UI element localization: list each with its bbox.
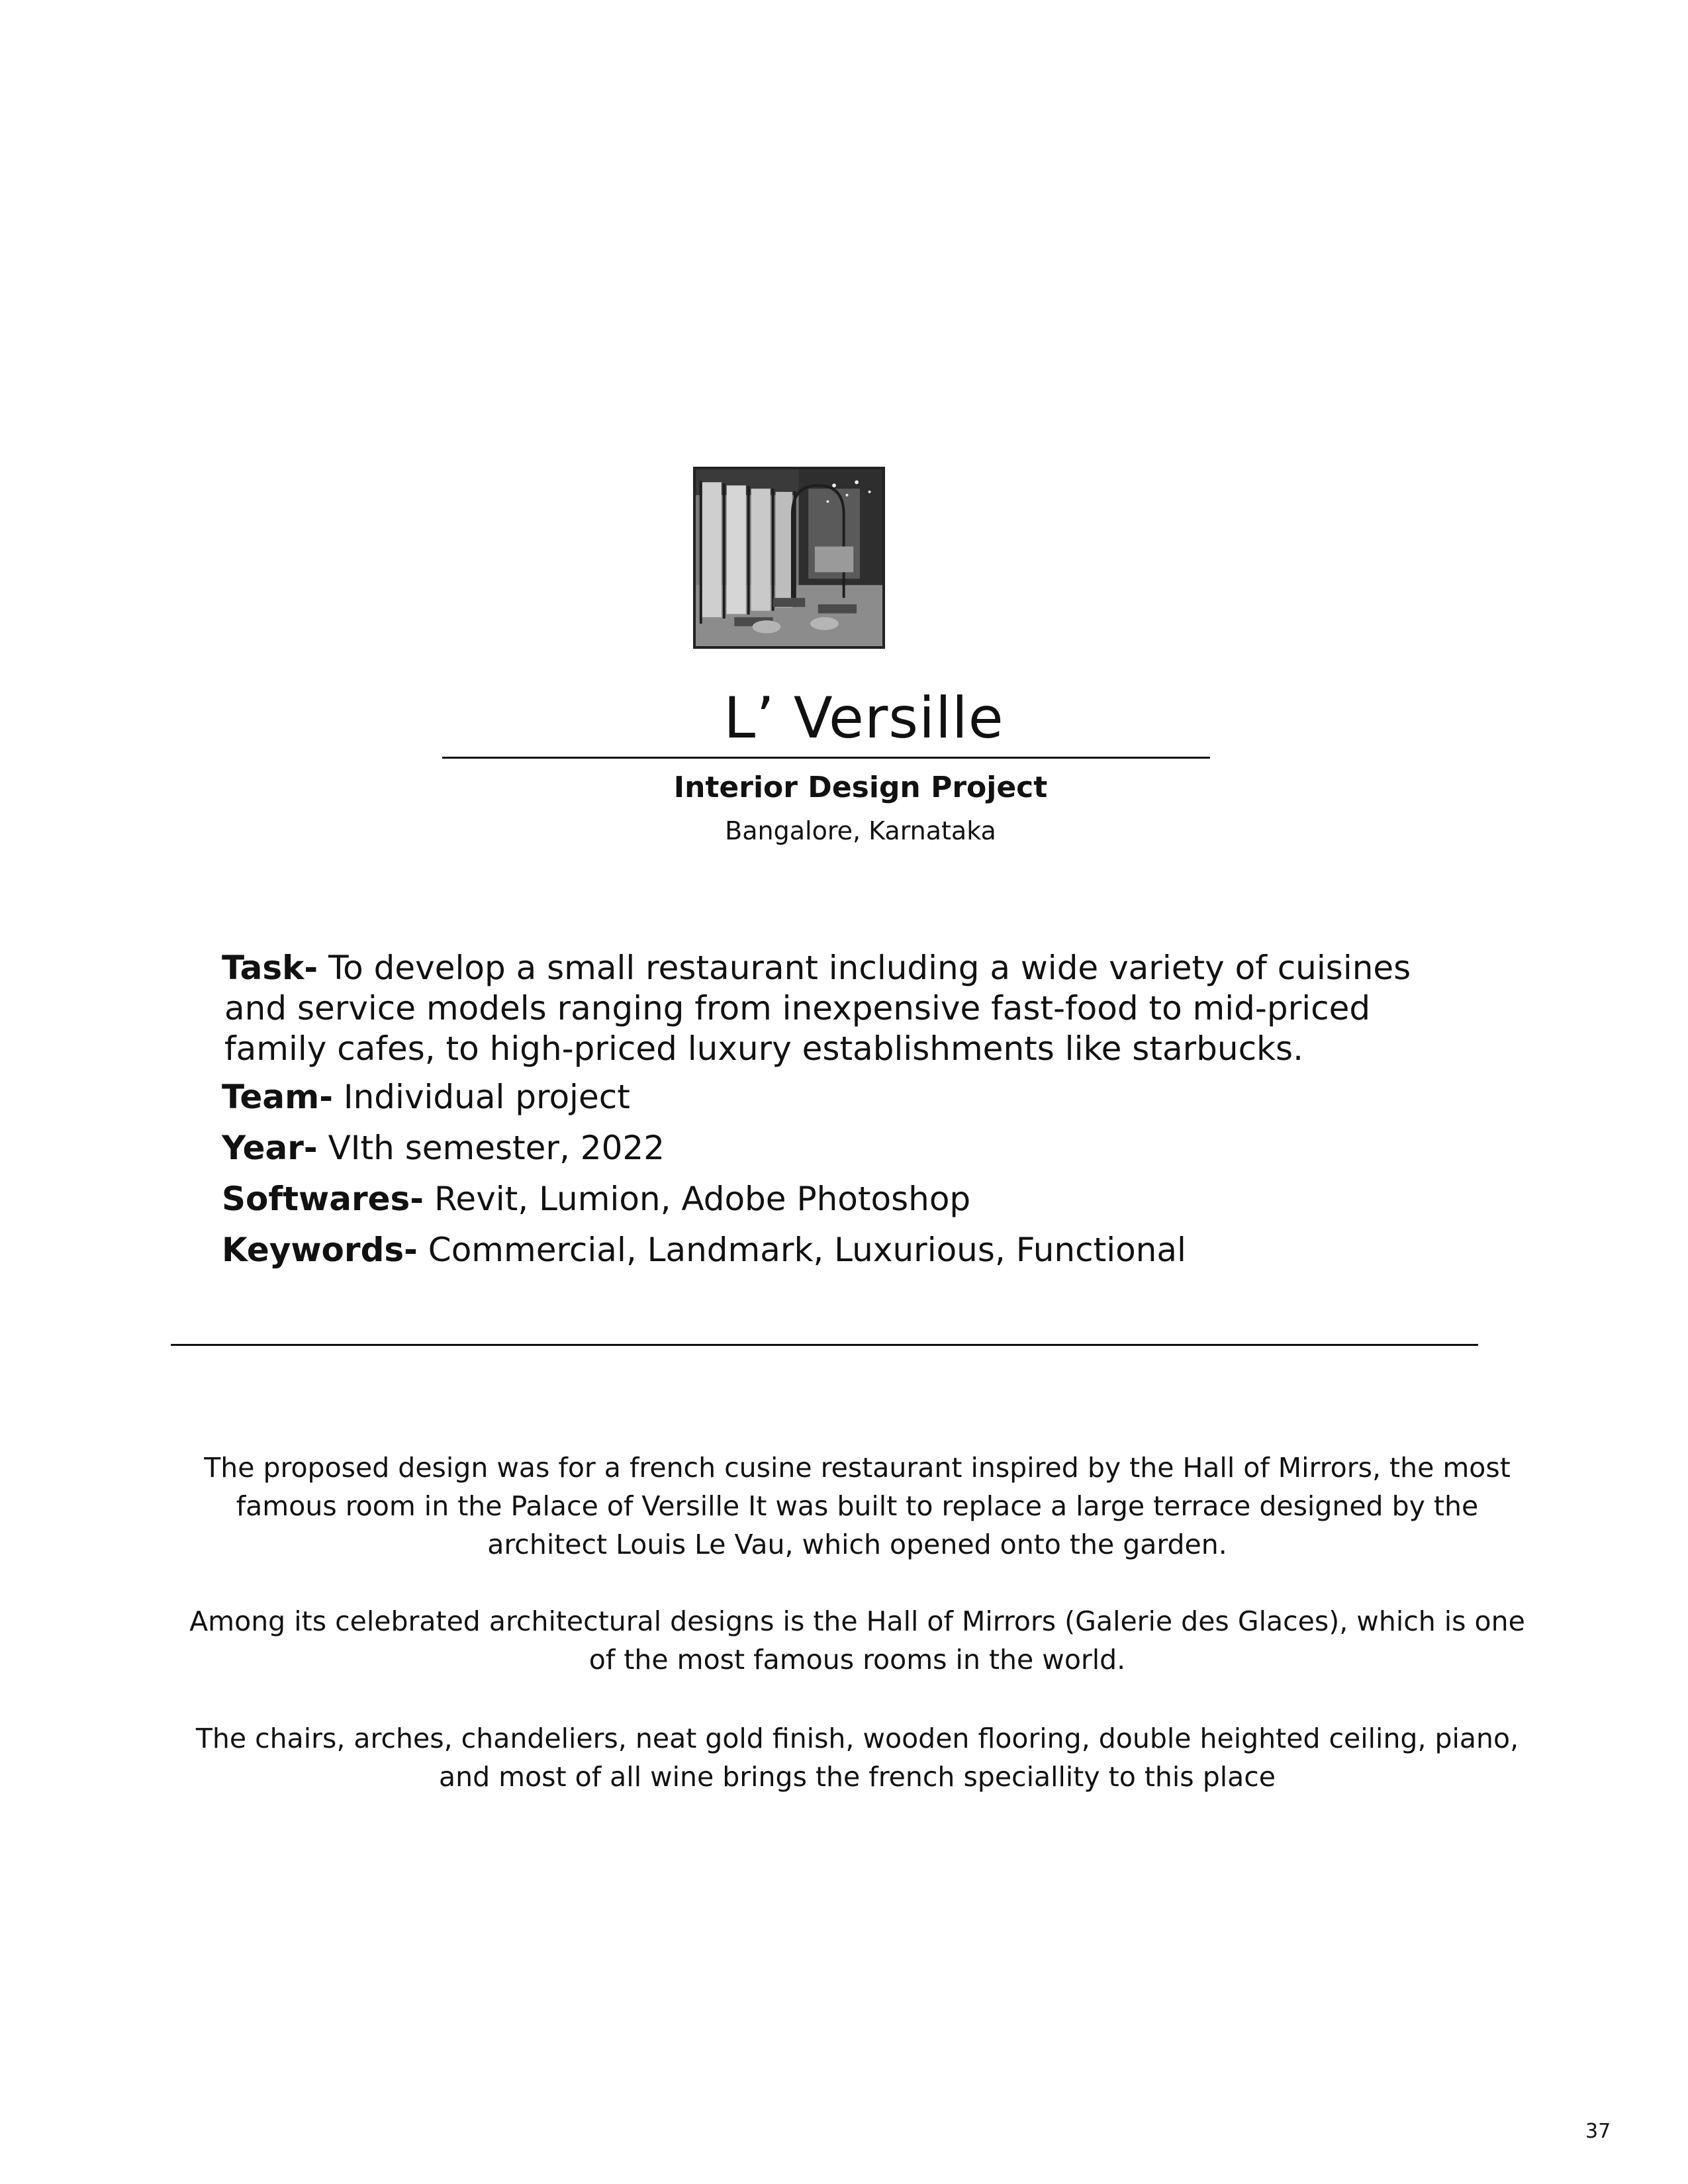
task-text-line-2: and service models ranging from inexpensive fast-food to mid-priced: [224, 989, 1371, 1027]
description-line: famous room in the Palace of Versille It was built to replace a large terrace designed by the: [236, 1490, 1479, 1522]
keywords-label: Keywords-: [222, 1231, 418, 1269]
description-line: The chairs, arches, chandeliers, neat gold finish, wooden flooring, double heighted ceiling, piano,: [195, 1723, 1519, 1754]
project-thumbnail: [693, 467, 885, 649]
page-number: 37: [1585, 2120, 1611, 2143]
task-label: Task-: [222, 949, 318, 987]
year-row: [222, 1128, 665, 1168]
description-line: and most of all wine brings the french speciallity to this place: [438, 1761, 1276, 1793]
softwares-label: Softwares-: [222, 1180, 424, 1218]
restaurant-interior-image: [696, 469, 882, 646]
task-text-line-1: To develop a small restaurant including a wide variety of cuisines: [328, 949, 1411, 987]
team-row: [222, 1077, 630, 1117]
description-paragraph-2: [0, 1602, 1688, 1679]
title-divider: [442, 757, 1210, 759]
project-title: L’ Versille: [724, 685, 1004, 751]
description-line: Among its celebrated architectural designs is the Hall of Mirrors (Galerie des Glaces), which is one: [189, 1605, 1525, 1637]
section-divider: [171, 1344, 1478, 1346]
project-subtitle: Interior Design Project: [673, 771, 1048, 804]
description-paragraph-1: [0, 1448, 1688, 1564]
keywords-row: [222, 1230, 1186, 1270]
softwares-row: [222, 1179, 970, 1219]
description-line: architect Louis Le Vau, which opened onto the garden.: [487, 1529, 1227, 1560]
keywords-value: Commercial, Landmark, Luxurious, Functional: [428, 1231, 1186, 1269]
team-value: Individual project: [343, 1078, 630, 1116]
project-location: Bangalore, Karnataka: [725, 816, 996, 845]
description-line: of the most famous rooms in the world.: [588, 1644, 1126, 1676]
task-line-1: [222, 948, 1411, 988]
year-label: Year-: [222, 1129, 318, 1167]
year-value: VIth semester, 2022: [328, 1129, 665, 1167]
softwares-value: Revit, Lumion, Adobe Photoshop: [434, 1180, 971, 1218]
description-paragraph-3: [0, 1719, 1688, 1796]
description-line: The proposed design was for a french cusine restaurant inspired by the Hall of Mirrors, the most: [204, 1452, 1511, 1484]
team-label: Team-: [222, 1078, 333, 1116]
task-text-line-3: family cafes, to high-priced luxury establishments like starbucks.: [224, 1029, 1303, 1068]
